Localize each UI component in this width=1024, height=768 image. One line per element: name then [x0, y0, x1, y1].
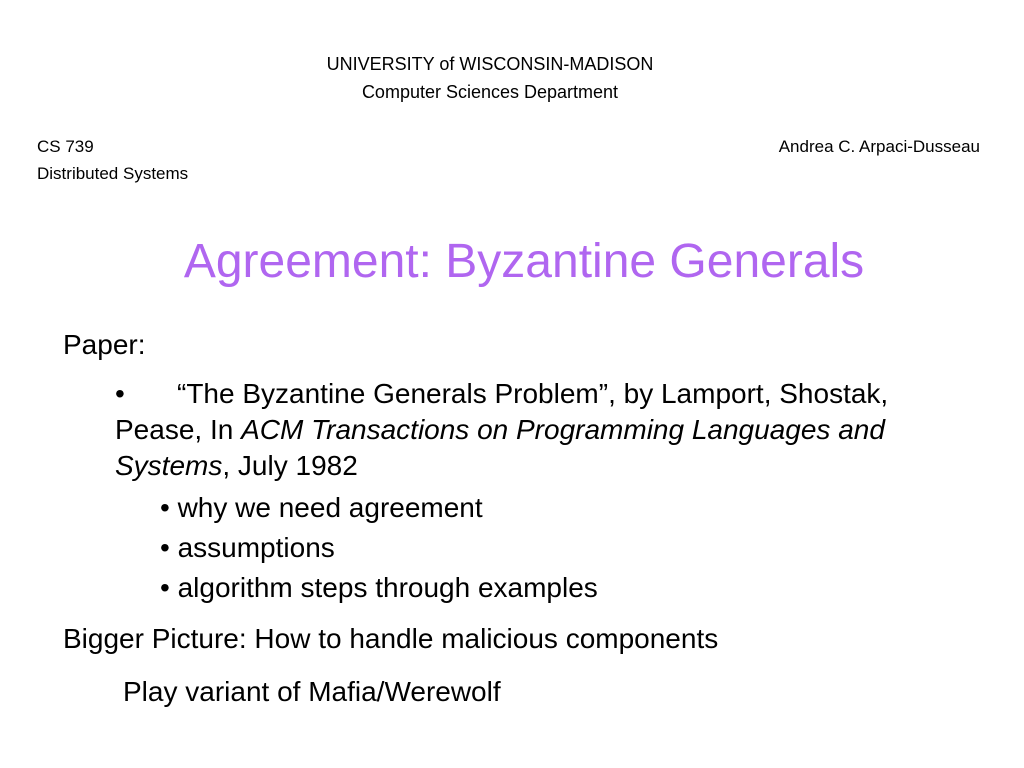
header-institution	[0, 50, 980, 106]
sub-bullet-item: • assumptions	[160, 532, 335, 563]
sub-bullet-list	[160, 488, 598, 608]
university-name: UNIVERSITY of WISCONSIN-MADISON	[326, 54, 654, 74]
variant-line: Play variant of Mafia/Werewolf	[123, 676, 501, 707]
bigger-picture-line: Bigger Picture: How to handle malicious components	[63, 623, 719, 654]
header-course	[37, 133, 188, 187]
citation-journal: ACM Transactions on Programming Languages and Systems	[115, 414, 885, 481]
bullet-marker: •	[115, 378, 125, 409]
sub-bullet-item: • why we need agreement	[160, 492, 483, 523]
instructor-name: Andrea C. Arpaci-Dusseau	[778, 137, 980, 156]
department-name: Computer Sciences Department	[361, 82, 619, 102]
paper-label: Paper:	[63, 329, 146, 360]
course-name: Distributed Systems	[37, 164, 189, 183]
sub-bullet-item: • algorithm steps through examples	[160, 572, 598, 603]
course-number: CS 739	[37, 137, 94, 156]
header-instructor	[779, 133, 980, 160]
slide-title: Agreement: Byzantine Generals	[183, 235, 865, 288]
citation-text-part2: , July 1982	[222, 450, 358, 481]
paper-citation-bullet	[115, 376, 975, 484]
citation-text-part1: “The Byzantine Generals Problem”, by Lamport, Shostak, Pease, In	[115, 378, 889, 445]
